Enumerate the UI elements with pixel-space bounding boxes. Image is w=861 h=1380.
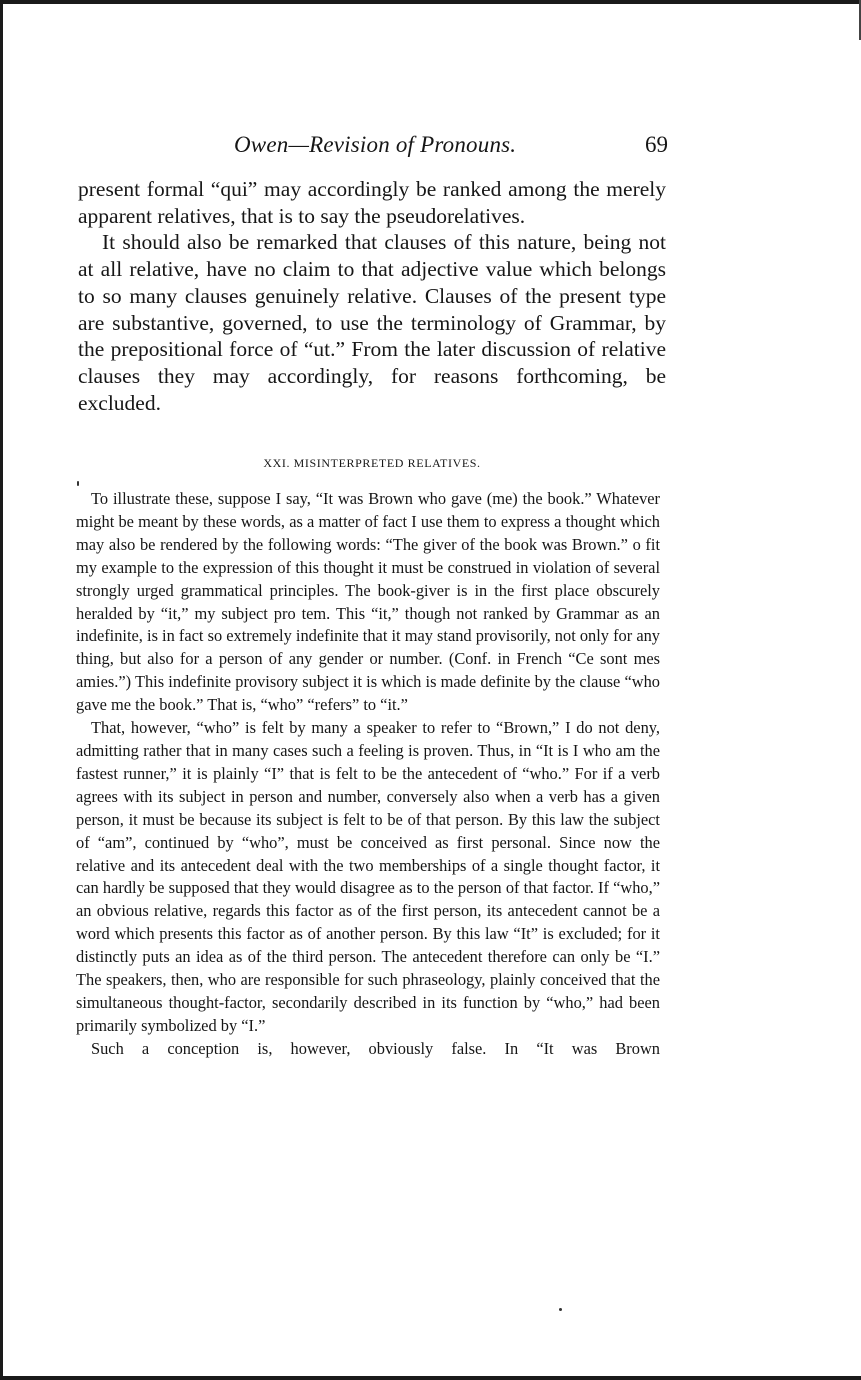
scan-speck <box>559 1308 562 1311</box>
opening-text <box>78 176 666 416</box>
page-number: 69 <box>645 132 668 157</box>
section-heading: XXI. MISINTERPRETED RELATIVES. <box>263 456 481 470</box>
running-title: Owen—Revision of Pronouns. <box>234 132 517 157</box>
paragraph: To illustrate these, suppose I say, “It was Brown who gave (me) the book.” Whatever might be meant by these words, as a matter of fact I use them to express a thought which may also be rendered by the following words: “The giver of the book was Brown.” o fit my example to the expression of this thought it must be construed in violation of several strongly urged grammatical principles. The book-giver is in the first place obscurely heralded by “it,” my subject pro tem. This “it,” though not ranked by Grammar as an indefinite, is in fact so extremely indefinite that it may stand provisorily, not only for any thing, but also for a person of any gender or number. (Conf. in French “Ce sont mes amies.”) This indefinite provisory subject it is which is made definite by the clause “who gave me the book.” That is, “who” “refers” to “it.” <box>76 489 660 715</box>
scan-edge-left <box>0 0 3 1380</box>
scan-edge-bottom <box>0 1376 861 1380</box>
paragraph: That, however, “who” is felt by many a speaker to refer to “Brown,” I do not deny, admitting rather that in many cases such a feeling is proven. Thus, in “It is I who am the fastest runner,” it is plainly “I” that is felt to be the antecedent of “who.” For if a verb agrees with its subject in person and number, conversely also when a verb has a given person, it must be because its subject is felt to be of that person. By this law the subject of “am”, continued by “who”, must be conceived as first personal. Since now the relative and its antecedent deal with the two memberships of a single thought factor, it can hardly be supposed that they would disagree as to the person of that factor. If “who,” an obvious relative, regards this factor as of the first person, its antecedent cannot be a word which presents this factor as of another person. By this law “It” is excluded; for it distinctly puts an idea as of the third person. The antecedent therefore can only be “I.” The speakers, then, who are responsible for such phraseology, plainly conceived that the simultaneous thought-factor, secondarily described in its function by “who,” had been primarily symbolized by “I.” <box>76 718 660 1035</box>
paragraph: present formal “qui” may accordingly be ranked among the merely apparent relatives, that is to say the pseudorelatives. <box>78 177 666 228</box>
page-header <box>80 132 668 164</box>
section-text <box>76 488 660 1061</box>
paragraph: Such a conception is, however, obviously false. In “It was Brown <box>91 1038 660 1058</box>
scan-speck <box>77 481 79 486</box>
paragraph: It should also be remarked that clauses of this nature, being not at all relative, have no claim to that adjective value which belongs to so many clauses genuinely relative. Clauses of the present type are substantive, governed, to use the terminology of Grammar, by the prepositional force of “ut.” From the later discussion of relative clauses they may accordingly, for reasons forthcoming, be excluded. <box>78 230 666 415</box>
scan-edge-top <box>0 0 861 4</box>
